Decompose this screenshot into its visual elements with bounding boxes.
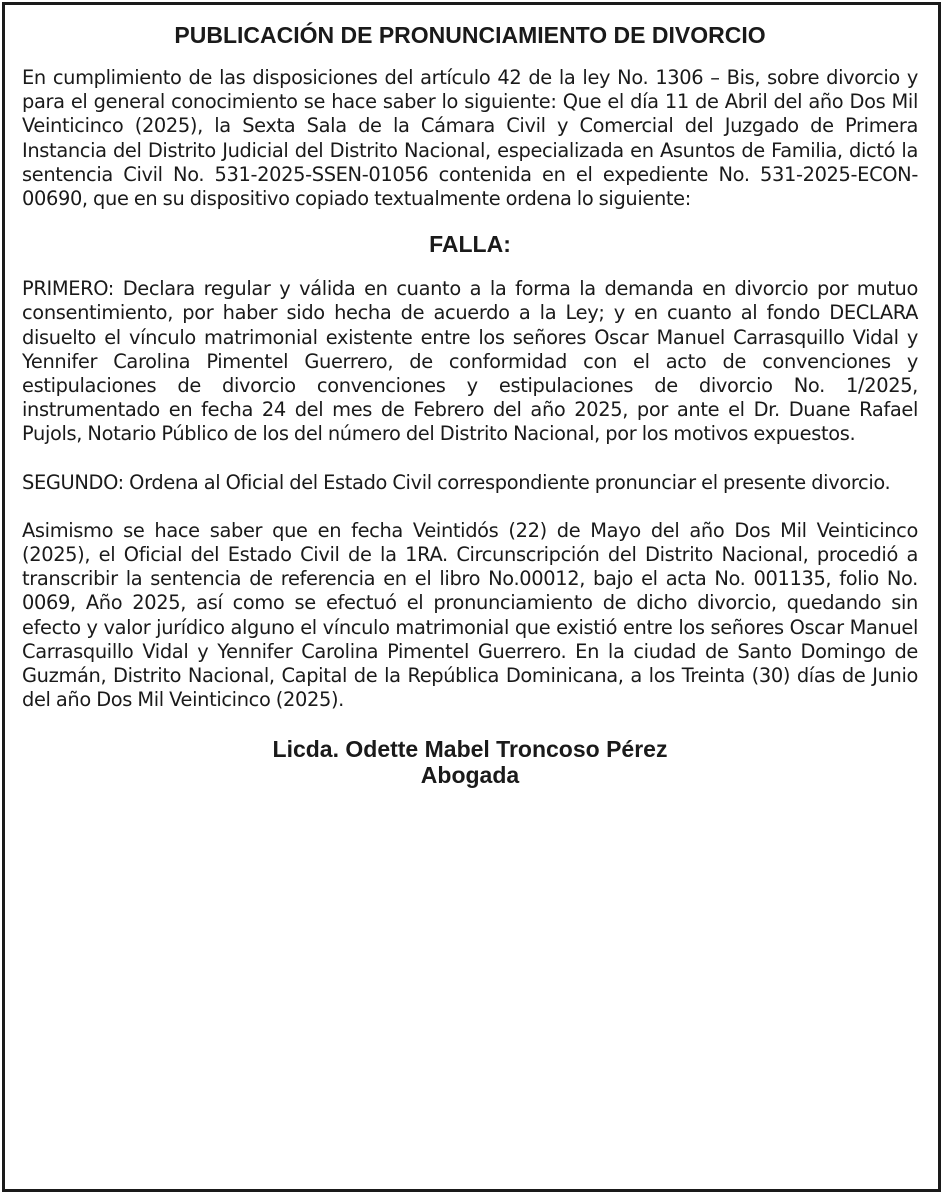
- segundo-paragraph: SEGUNDO: Ordena al Oficial del Estado Civil correspondiente pronunciar el presente divorcio.: [22, 470, 891, 494]
- signature-name: Licda. Odette Mabel Troncoso Pérez: [272, 736, 668, 763]
- paragraph-gap: [22, 447, 918, 471]
- document-title: PUBLICACIÓN DE PRONUNCIAMIENTO DE DIVORCIO: [174, 22, 766, 48]
- document-body: [22, 20, 918, 788]
- asimismo-paragraph: Asimismo se hace saber que en fecha Veintidós (22) de Mayo del año Dos Mil Veinticinco (2025), el Oficial del Estado Civil de la 1RA. Circunscripción del Distrito Nacional, procedió a transcribir la sentencia de referencia en el libro No.00012, bajo el acta No. 001135, folio No. 0069, Año 2025, así como se efectuó el pronunciamiento de dicho divorcio, quedando sin efecto y valor jurídico alguno el vínculo matrimonial que existió entre los señores Oscar Manuel Carrasquillo Vidal y Yennifer Carolina Pimentel Guerrero. En la ciudad de Santo Domingo de Guzmán, Distrito Nacional, Capital de la República Dominicana, a los Treinta (30) días de Junio del año Dos Mil Veinticinco (2025).: [22, 518, 918, 712]
- falla-heading: FALLA:: [429, 231, 511, 258]
- intro-paragraph: En cumplimiento de las disposiciones del artículo 42 de la ley No. 1306 – Bis, sobre divorcio y para el general conocimiento se hace saber lo siguiente: Que el día 11 de Abril del año Dos Mil Veinticinco (2025), la Sexta Sala de la Cámara Civil y Comercial del Juzgado de Primera Instancia del Distrito Judicial del Distrito Nacional, especializada en Asuntos de Familia, dictó la sentencia Civil No. 531-2025-SSEN-01056 contenida en el expediente No. 531-2025-ECON-00690, que en su dispositivo copiado textualmente ordena lo siguiente:: [22, 66, 918, 211]
- paragraph-gap: [22, 495, 918, 519]
- signature-title: Abogada: [420, 762, 520, 789]
- signature-block: [22, 736, 918, 788]
- primero-paragraph: PRIMERO: Declara regular y válida en cuanto a la forma la demanda en divorcio por mutuo consentimiento, por haber sido hecha de acuerdo a la Ley; y en cuanto al fondo DECLARA disuelto el vínculo matrimonial existente entre los señores Oscar Manuel Carrasquillo Vidal y Yennifer Carolina Pimentel Guerrero, de conformidad con el acto de convenciones y estipulaciones de divorcio convenciones y estipulaciones de divorcio No. 1/2025, instrumentado en fecha 24 del mes de Febrero del año 2025, por ante el Dr. Duane Rafael Pujols, Notario Público de los del número del Distrito Nacional, por los motivos expuestos.: [22, 277, 918, 446]
